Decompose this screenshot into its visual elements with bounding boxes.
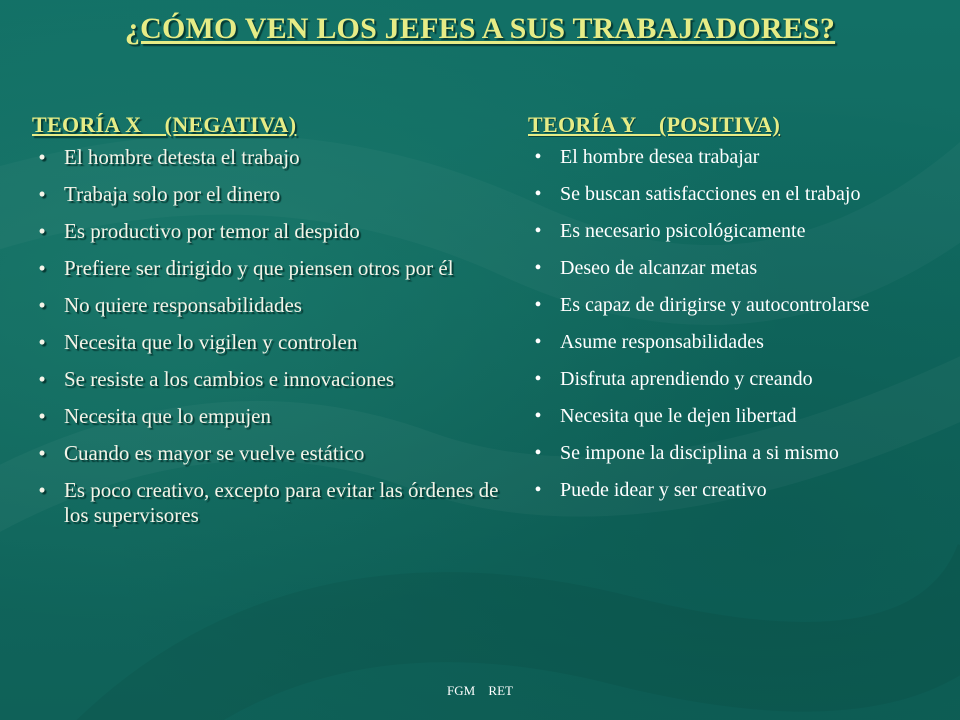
bullet-icon: •	[534, 331, 542, 353]
list-item	[32, 145, 502, 170]
list-item-text: Necesita que le dejen libertad	[560, 405, 797, 427]
list-item-text: Es productivo por temor al despido	[64, 219, 360, 243]
list-item	[32, 330, 502, 355]
list-item	[32, 404, 502, 429]
list-item-text: Es capaz de dirigirse y autocontrolarse	[560, 294, 870, 316]
list-item-text: Se buscan satisfacciones en el trabajo	[560, 183, 861, 205]
bullet-icon: •	[38, 182, 46, 206]
bullet-icon: •	[534, 183, 542, 205]
list-item-text: Se resiste a los cambios e innovaciones	[64, 367, 395, 391]
bullet-icon: •	[534, 257, 542, 279]
bullet-icon: •	[38, 441, 46, 465]
bullet-icon: •	[38, 478, 46, 502]
bullet-icon: •	[534, 294, 542, 316]
list-item-text: Se impone la disciplina a si mismo	[560, 442, 839, 464]
theory-x-heading: TEORÍA X (NEGATIVA)	[32, 112, 297, 137]
list-item	[528, 293, 938, 318]
list-item	[528, 182, 938, 207]
list-item	[32, 441, 502, 466]
list-item	[32, 478, 502, 528]
list-item	[32, 367, 502, 392]
list-item-text: Disfruta aprendiendo y creando	[560, 368, 813, 390]
list-item	[32, 182, 502, 207]
list-item	[32, 219, 502, 244]
bullet-icon: •	[38, 256, 46, 280]
theory-x-column	[32, 112, 502, 540]
bullet-icon: •	[534, 220, 542, 242]
bullet-icon: •	[38, 145, 46, 169]
bullet-icon: •	[534, 146, 542, 168]
list-item	[528, 404, 938, 429]
bullet-icon: •	[534, 368, 542, 390]
list-item	[32, 256, 502, 281]
theory-y-list	[528, 145, 938, 503]
list-item-text: Asume responsabilidades	[560, 331, 764, 353]
list-item-text: Trabaja solo por el dinero	[64, 182, 281, 206]
bullet-icon: •	[38, 219, 46, 243]
bullet-icon: •	[38, 367, 46, 391]
list-item	[528, 145, 938, 170]
slide-title: ¿CÓMO VEN LOS JEFES A SUS TRABAJADORES?	[124, 12, 836, 45]
theory-x-list	[32, 145, 502, 528]
list-item-text: Necesita que lo empujen	[64, 404, 272, 428]
list-item	[528, 330, 938, 355]
list-item	[528, 256, 938, 281]
list-item-text: No quiere responsabilidades	[64, 293, 302, 317]
footer-text: FGM RET	[447, 683, 513, 698]
list-item-text: Es necesario psicológicamente	[560, 220, 806, 242]
list-item	[528, 367, 938, 392]
bullet-icon: •	[534, 479, 542, 501]
bullet-icon: •	[534, 405, 542, 427]
list-item-text: Deseo de alcanzar metas	[560, 257, 758, 279]
list-item-text: Prefiere ser dirigido y que piensen otros por él	[64, 256, 454, 280]
list-item-text: El hombre desea trabajar	[560, 146, 760, 168]
bullet-icon: •	[38, 330, 46, 354]
list-item-text: Es poco creativo, excepto para evitar las órdenes de los supervisores	[64, 478, 499, 527]
list-item	[528, 478, 938, 503]
bullet-icon: •	[38, 404, 46, 428]
theory-y-heading: TEORÍA Y (POSITIVA)	[528, 112, 781, 137]
list-item-text: Necesita que lo vigilen y controlen	[64, 330, 358, 354]
bullet-icon: •	[38, 293, 46, 317]
list-item-text: El hombre detesta el trabajo	[64, 145, 300, 169]
list-item	[32, 293, 502, 318]
list-item	[528, 441, 938, 466]
list-item-text: Cuando es mayor se vuelve estático	[64, 441, 365, 465]
list-item-text: Puede idear y ser creativo	[560, 479, 767, 501]
list-item	[528, 219, 938, 244]
theory-y-column	[528, 112, 938, 515]
bullet-icon: •	[534, 442, 542, 464]
